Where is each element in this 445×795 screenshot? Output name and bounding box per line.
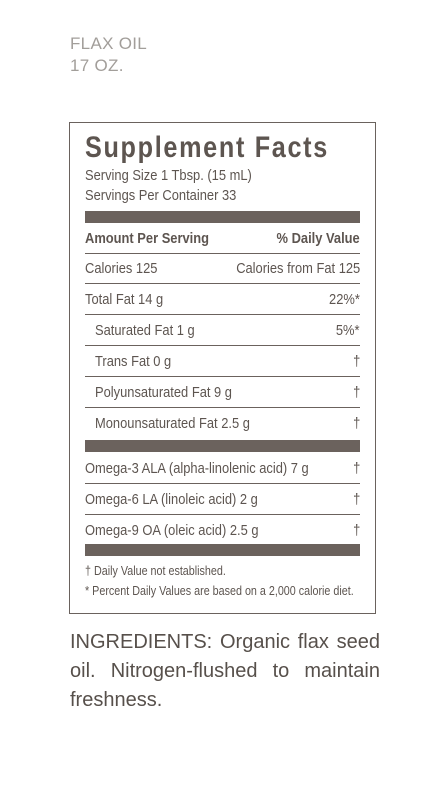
row-label: Saturated Fat 1 g: [95, 322, 195, 339]
table-header-row: [85, 224, 360, 254]
table-row-total-fat: [85, 285, 360, 315]
header-daily-value: % Daily Value: [276, 230, 360, 247]
supplement-facts-panel: [69, 122, 376, 614]
row-value: †: [352, 460, 360, 477]
row-label: Polyunsaturated Fat 9 g: [95, 384, 232, 401]
row-value: †: [352, 384, 360, 401]
footnote-percent-daily: * Percent Daily Values are based on a 2,000 calorie diet.: [85, 584, 354, 598]
product-name: FLAX OIL: [70, 34, 148, 53]
row-label: Trans Fat 0 g: [95, 353, 172, 370]
row-label: Omega-3 ALA (alpha-linolenic acid) 7 g: [85, 460, 309, 477]
table-row-monounsaturated-fat: [85, 409, 360, 439]
product-size: 17 OZ.: [70, 56, 124, 75]
header-amount-per-serving: Amount Per Serving: [85, 230, 210, 247]
row-label: Monounsaturated Fat 2.5 g: [95, 415, 250, 432]
thick-divider: [85, 544, 360, 556]
table-row-omega-6: [85, 485, 360, 515]
row-value: †: [352, 415, 360, 432]
row-value: †: [352, 353, 360, 370]
ingredients-text: INGREDIENTS: Organic flax seed oil. Nitrogen-flushed to maintain freshness.: [70, 631, 380, 711]
facts-title: Supplement Facts: [85, 131, 329, 164]
table-row-polyunsaturated-fat: [85, 378, 360, 408]
row-label: Omega-6 LA (linoleic acid) 2 g: [85, 491, 258, 508]
thick-divider: [85, 440, 360, 452]
serving-size: Serving Size 1 Tbsp. (15 mL): [85, 167, 252, 184]
footnote-daily-value: † Daily Value not established.: [85, 564, 226, 578]
row-value: Calories from Fat 125: [235, 260, 360, 277]
row-value: 5%*: [336, 322, 360, 339]
row-label: Calories 125: [85, 260, 158, 277]
thick-divider: [85, 211, 360, 223]
row-value: †: [352, 522, 360, 539]
table-row-omega-9: [85, 516, 360, 546]
table-row-omega-3: [85, 454, 360, 484]
table-row-trans-fat: [85, 347, 360, 377]
table-row-saturated-fat: [85, 316, 360, 346]
row-label: Omega-9 OA (oleic acid) 2.5 g: [85, 522, 259, 539]
servings-per-container: Servings Per Container 33: [85, 187, 237, 204]
row-value: 22%*: [329, 291, 360, 308]
row-label: Total Fat 14 g: [85, 291, 164, 308]
row-value: †: [352, 491, 360, 508]
product-label: [70, 33, 147, 77]
table-row-calories: [85, 254, 360, 284]
